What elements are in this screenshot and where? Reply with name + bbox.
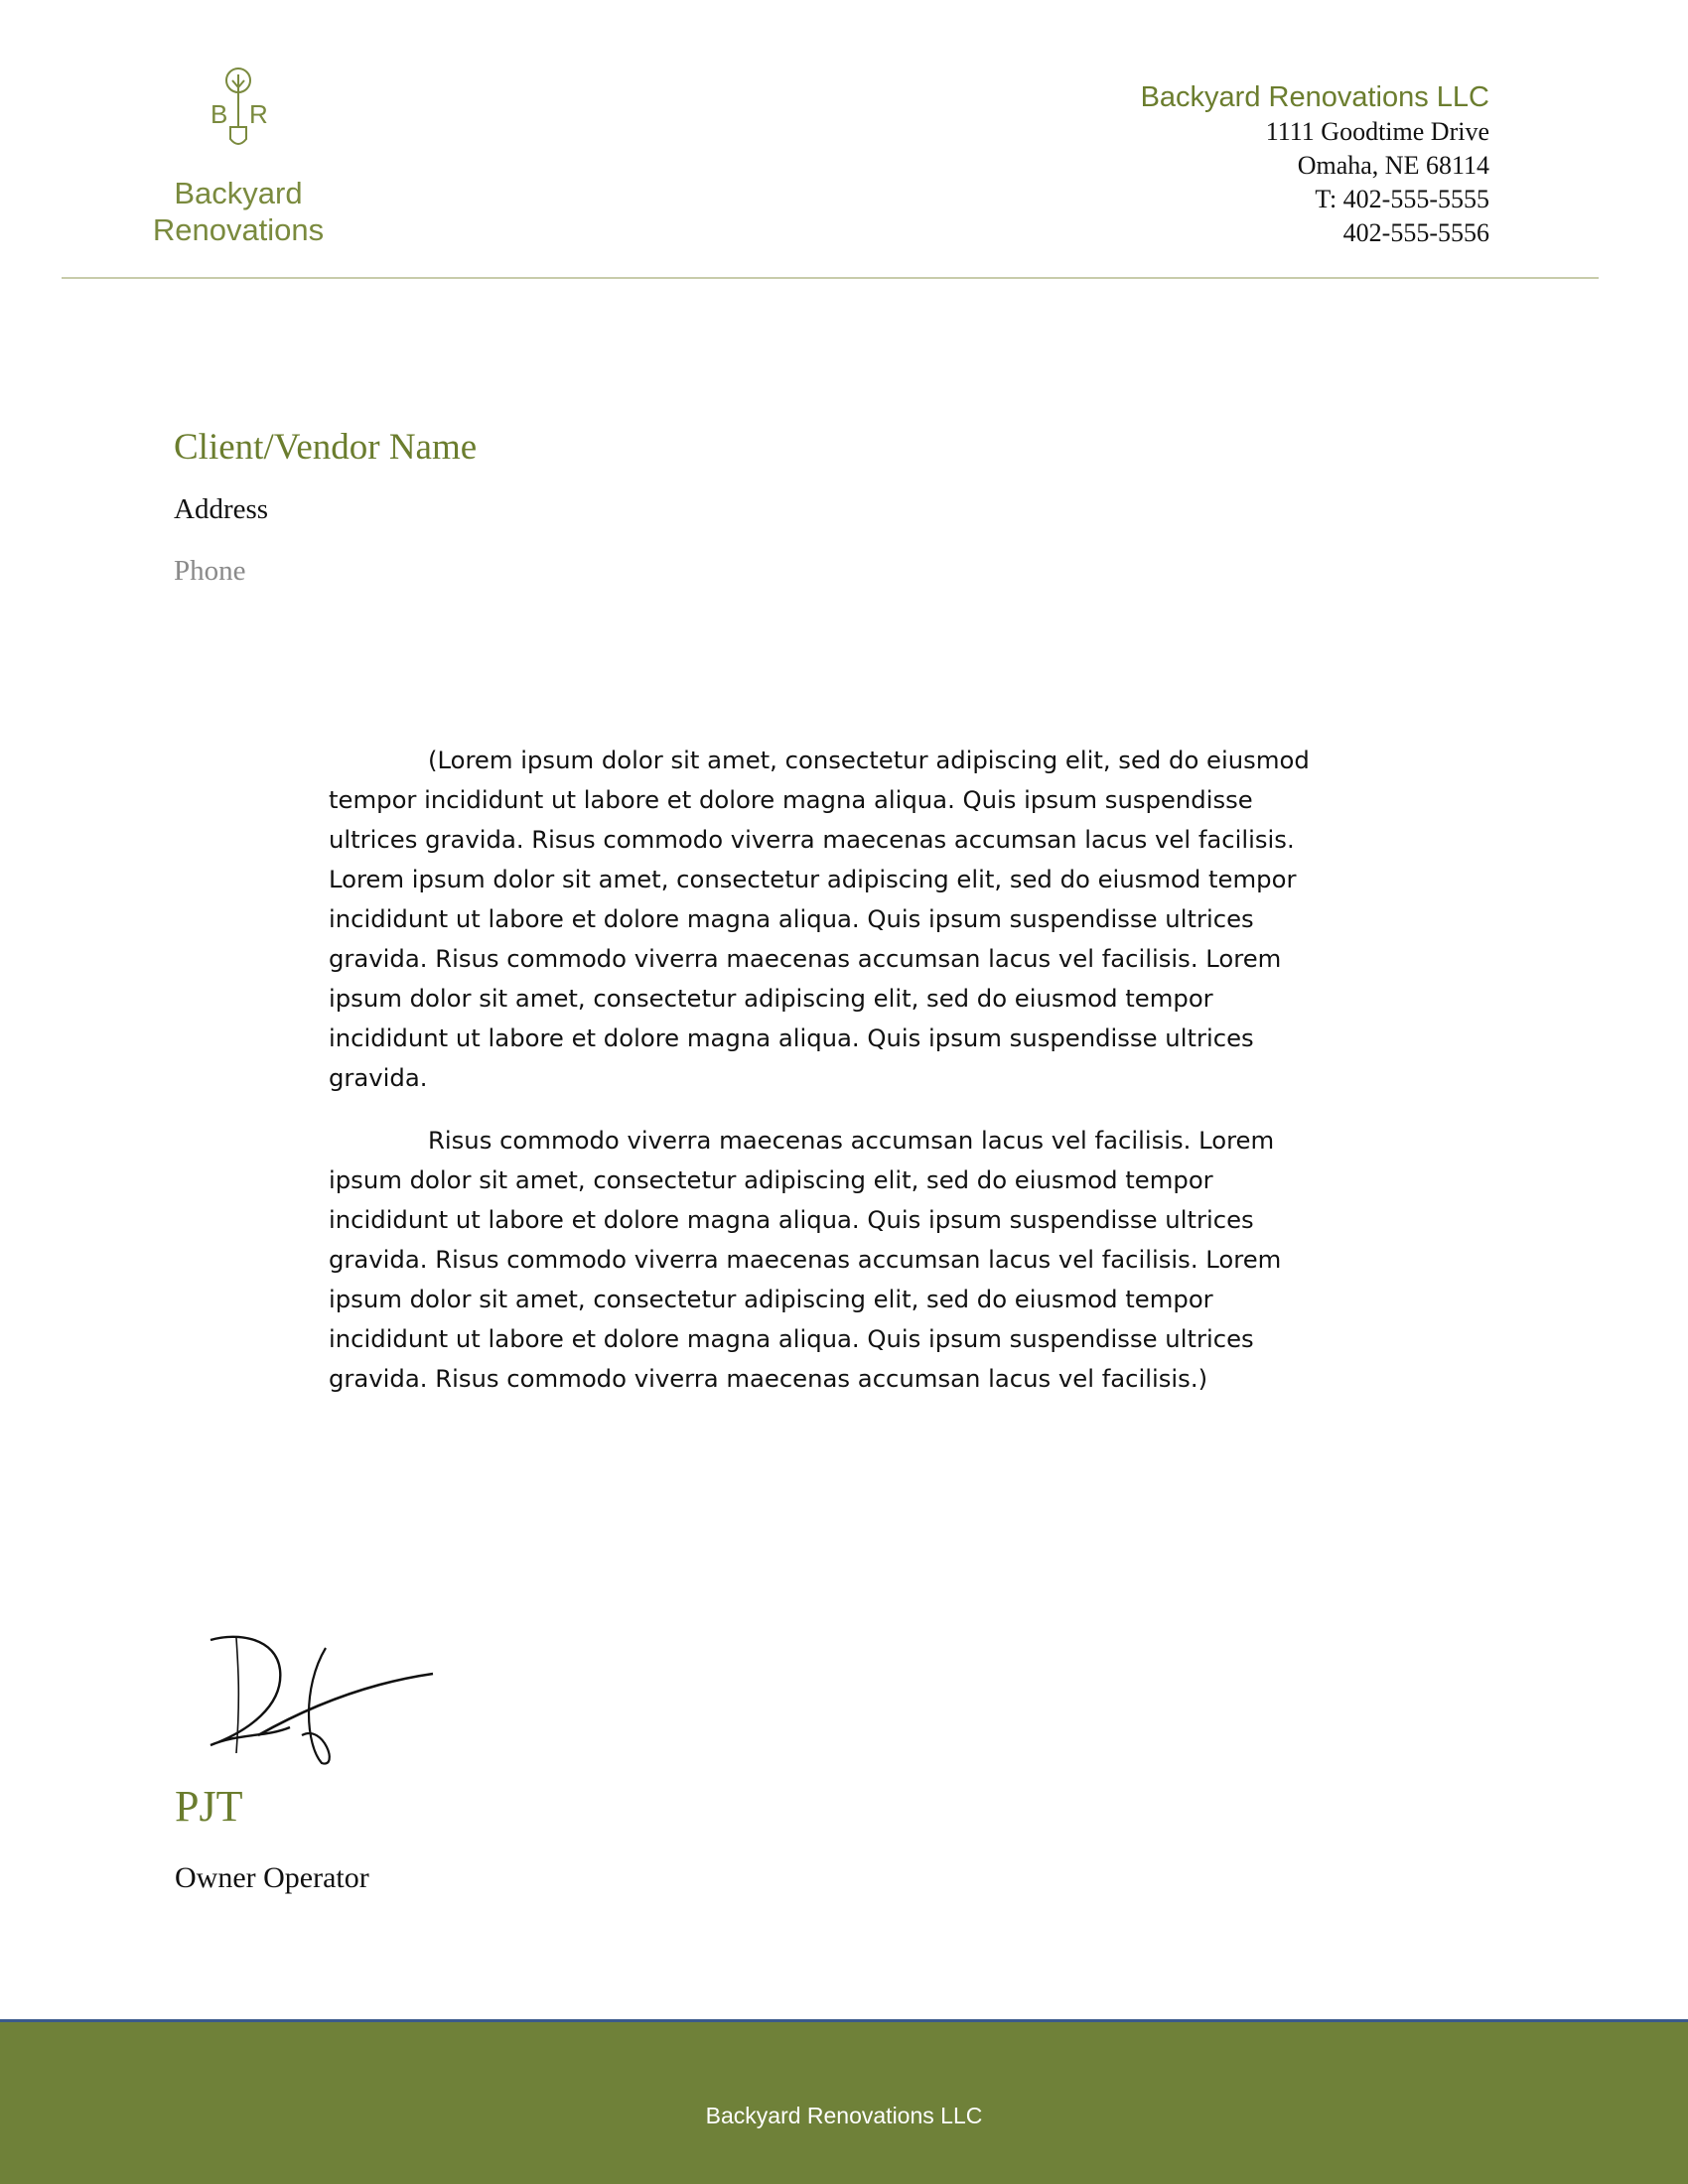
sender-block bbox=[1141, 79, 1489, 250]
tree-shovel-logo-icon bbox=[189, 66, 288, 169]
logo-text-line2: Renovations bbox=[152, 212, 325, 247]
letter-body bbox=[329, 741, 1322, 1422]
page-footer bbox=[0, 2019, 1688, 2184]
company-logo bbox=[139, 66, 338, 247]
recipient-name: Client/Vendor Name bbox=[174, 427, 478, 468]
logo-wordmark bbox=[139, 175, 338, 248]
signer-title: Owner Operator bbox=[175, 1861, 369, 1894]
sender-phone-main: T: 402-555-5555 bbox=[1315, 185, 1489, 213]
sender-address-line2: Omaha, NE 68114 bbox=[1297, 151, 1489, 180]
handwritten-signature-icon bbox=[199, 1628, 447, 1772]
header-divider bbox=[62, 277, 1599, 279]
recipient-address: Address bbox=[174, 493, 269, 525]
signer-name: PJT bbox=[175, 1782, 243, 1831]
footer-company-name: Backyard Renovations LLC bbox=[705, 2103, 983, 2128]
sender-company-name: Backyard Renovations LLC bbox=[1140, 81, 1489, 113]
recipient-phone: Phone bbox=[174, 555, 246, 587]
logo-letter-b: B bbox=[211, 99, 228, 129]
recipient-block bbox=[174, 424, 477, 591]
sender-phone-alt: 402-555-5556 bbox=[1342, 218, 1489, 247]
body-paragraph-1: (Lorem ipsum dolor sit amet, consectetur adipiscing elit, sed do eiusmod tempor incididunt ut labore et dolore magna aliqua. Quis ipsum suspendisse ultrices gravida. Risus commodo viverra maecenas accumsan lacus vel facilisis. Lorem ipsum dolor sit amet, consectetur adipiscing elit, sed do eiusmod tempor incididunt ut labore et dolore magna aliqua. Quis ipsum suspendisse ultrices gravida. Risus commodo viverra maecenas accumsan lacus vel facilisis. Lorem ipsum dolor sit amet, consectetur adipiscing elit, sed do eiusmod tempor incididunt ut labore et dolore magna aliqua. Quis ipsum suspendisse ultrices gravida. bbox=[329, 746, 1310, 1092]
body-paragraph-2: Risus commodo viverra maecenas accumsan lacus vel facilisis. Lorem ipsum dolor sit amet, consectetur adipiscing elit, sed do eiusmod tempor incididunt ut labore et dolore magna aliqua. Quis ipsum suspendisse ultrices gravida. Risus commodo viverra maecenas accumsan lacus vel facilisis. Lorem ipsum dolor sit amet, consectetur adipiscing elit, sed do eiusmod tempor incididunt ut labore et dolore magna aliqua. Quis ipsum suspendisse ultrices gravida. Risus commodo viverra maecenas accumsan lacus vel facilisis.) bbox=[329, 1126, 1282, 1393]
sender-address-line1: 1111 Goodtime Drive bbox=[1265, 117, 1489, 146]
logo-letter-r: R bbox=[249, 99, 268, 129]
logo-text-line1: Backyard bbox=[174, 176, 303, 210]
